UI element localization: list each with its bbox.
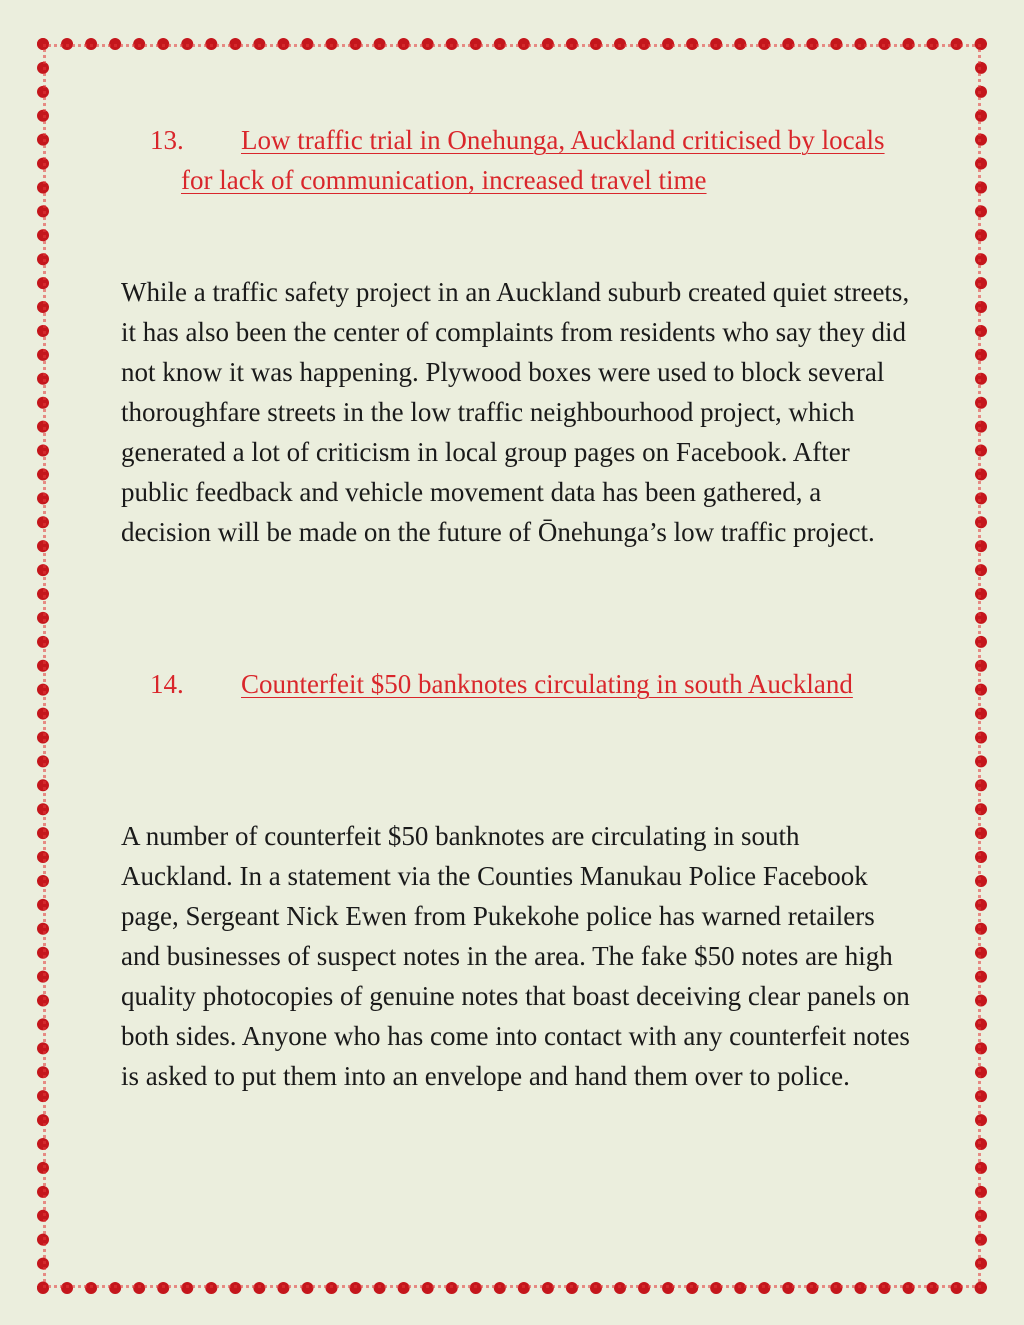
- article-13-body: While a traffic safety project in an Auckland suburb created quiet streets, it has also been the center of complaints from residents who say they did not know it was happening. Plywood boxes were used to block several thoroughfare streets in the low traffic neighbourhood project, which generated a lot of criticism in local group pages on Facebook. After public feedback and vehicle movement data has been gathered, a decision will be made on the future of Ōnehunga’s low traffic project.: [121, 277, 910, 547]
- article-14-number: 14.: [150, 669, 184, 699]
- article-13-number: 13.: [150, 125, 184, 155]
- article-14-heading: [150, 664, 910, 704]
- article-14-title-link[interactable]: Counterfeit $50 banknotes circulating in south Auckland: [241, 669, 853, 699]
- article-14-body: A number of counterfeit $50 banknotes are circulating in south Auckland. In a statement via the Counties Manukau Police Facebook page, Sergeant Nick Ewen from Pukekohe police has warned retailers and businesses of suspect notes in the area. The fake $50 notes are high quality photocopies of genuine notes that boast deceiving clear panels on both sides. Anyone who has come into contact with any counterfeit notes is asked to put them into an envelope and hand them over to police.: [121, 821, 910, 1091]
- article-13-title-link[interactable]: Low traffic trial in Onehunga, Auckland criticised by locals for lack of communication, increased travel time: [181, 125, 885, 195]
- article-13-heading: [150, 120, 910, 200]
